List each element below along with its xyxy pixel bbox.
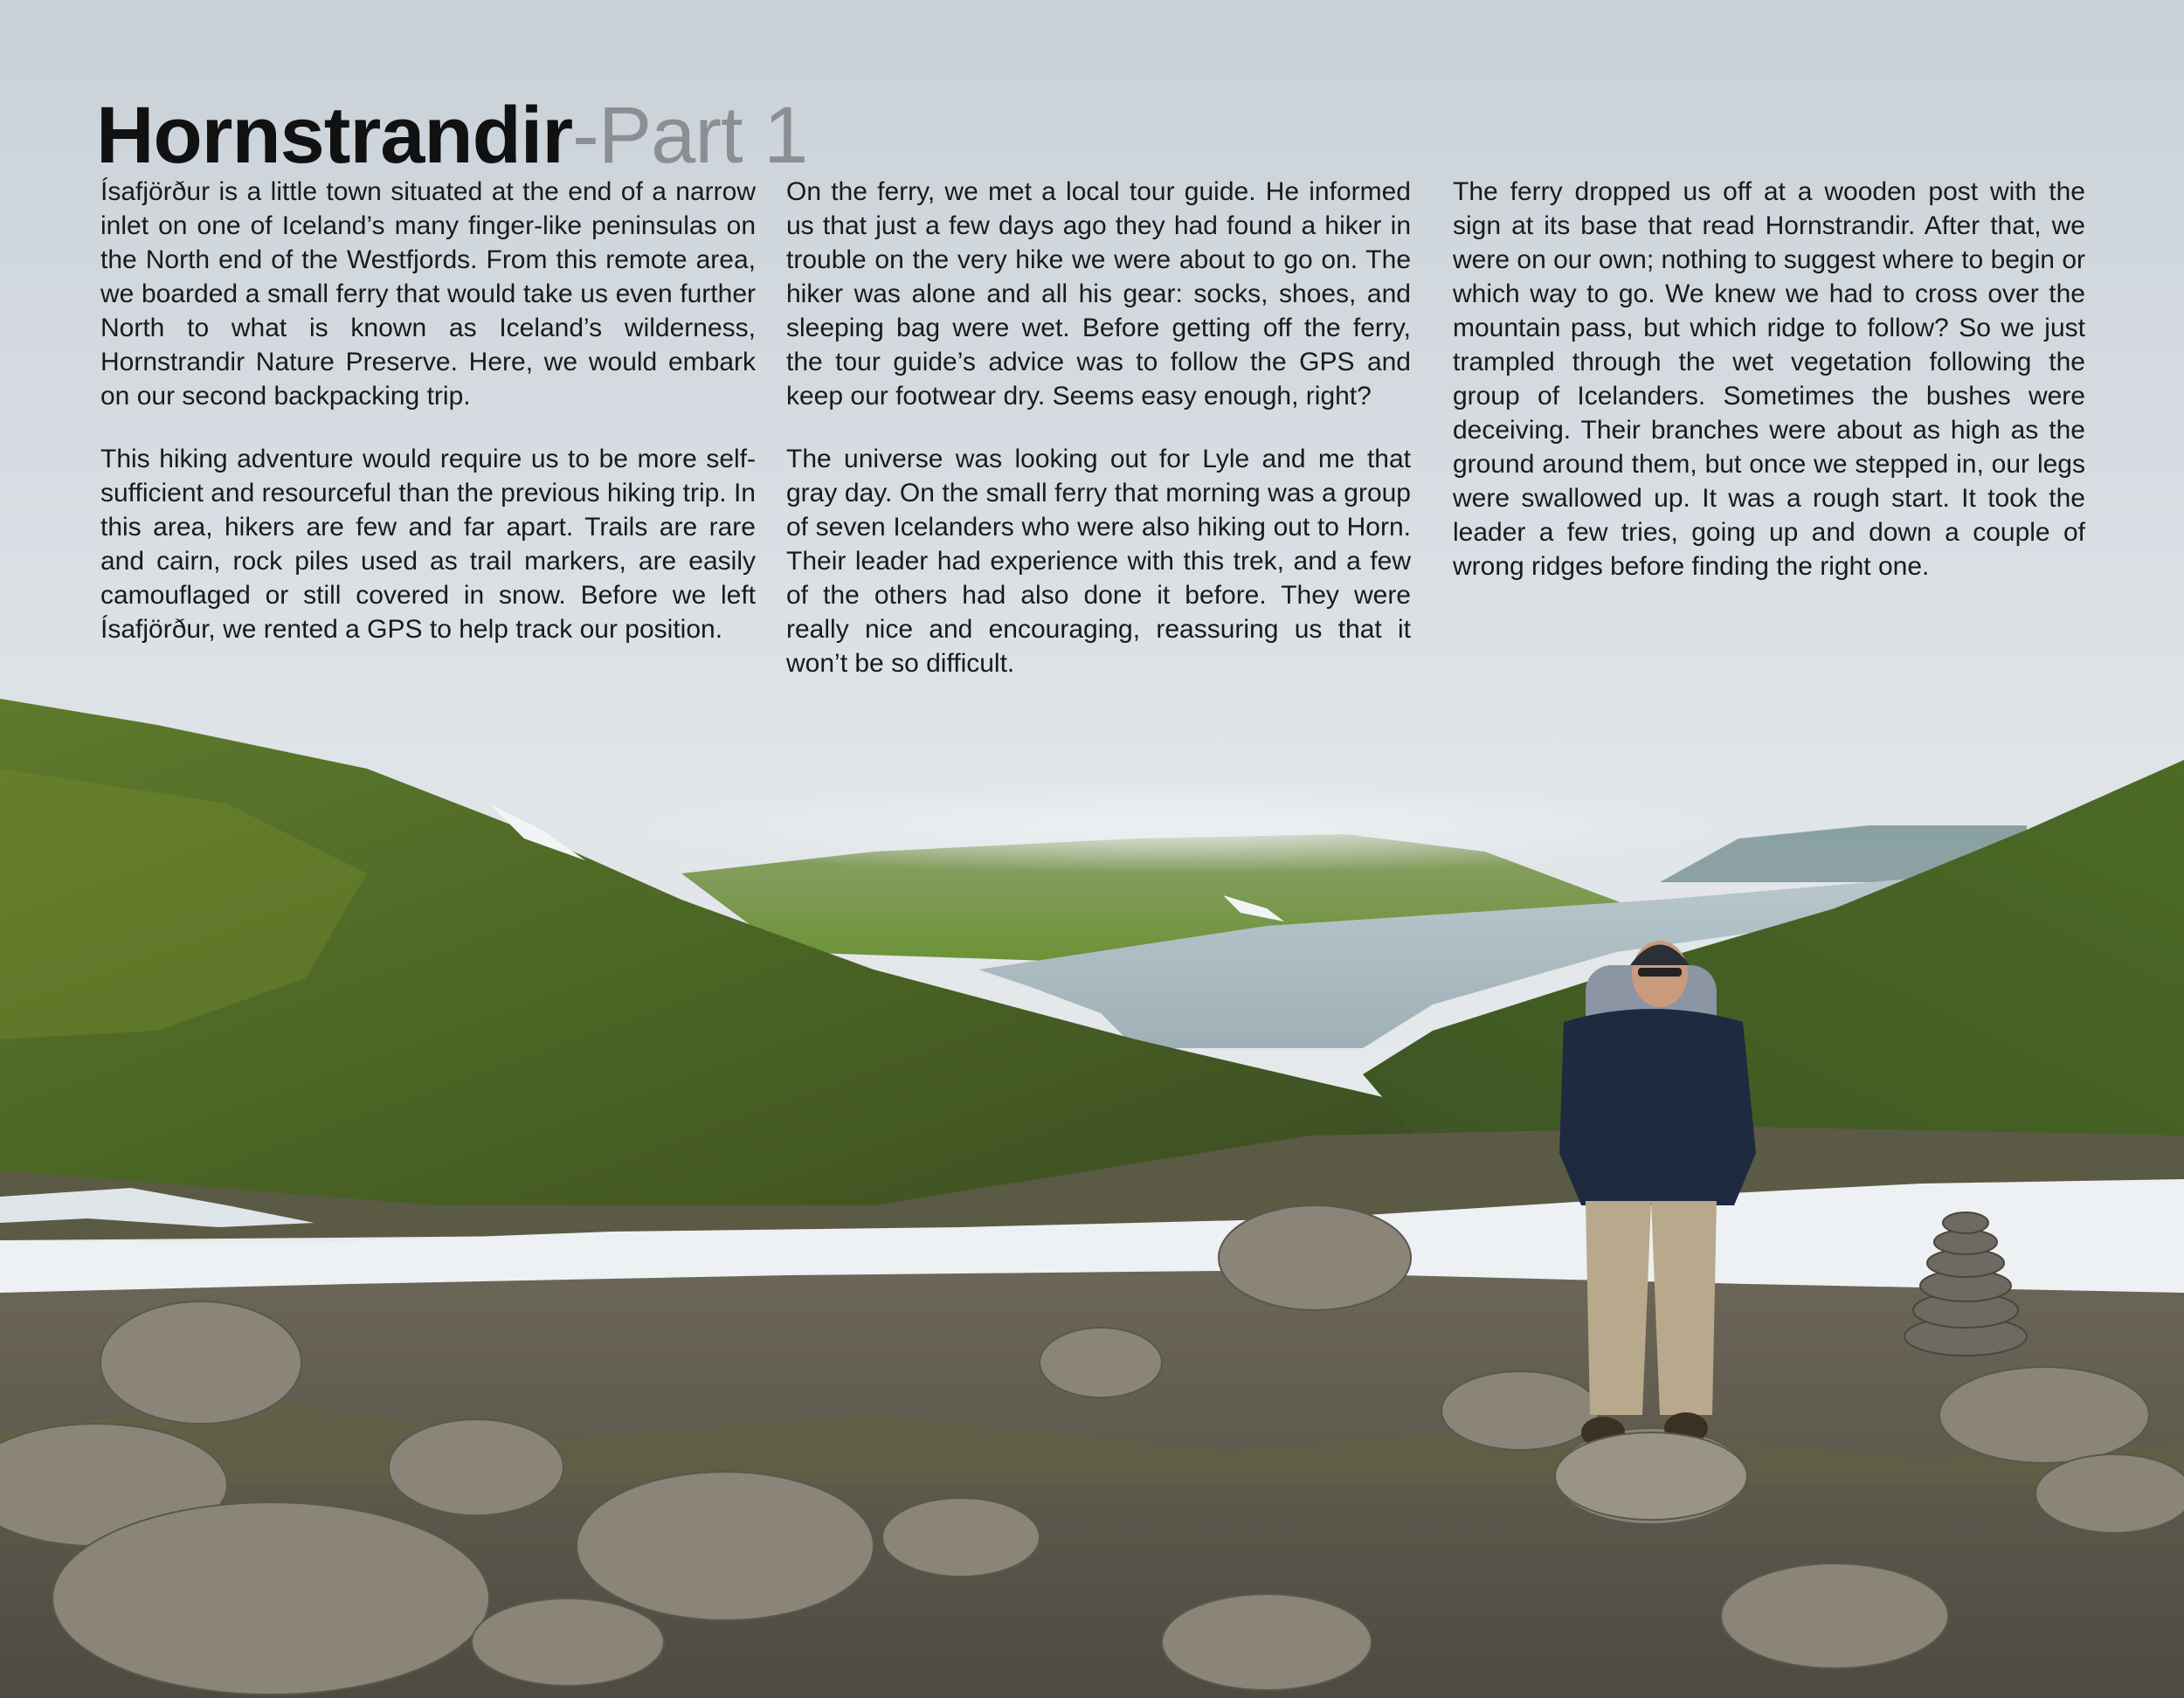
boulder — [1939, 1367, 2149, 1463]
text-column-3 — [1453, 175, 2085, 612]
paragraph: Ísafjörður is a little town situated at the end of a narrow inlet on one of Iceland’s many finger-like peninsulas on the North end of the Westfjords. From this remote area, we boarded a small ferry that would take us even further North to what is known as Iceland’s wilderness, Hornstrandir Nature Preserve. Here, we would embark on our second backpacking trip. — [100, 177, 756, 411]
page-title — [96, 87, 807, 183]
title-subtitle: Part 1 — [598, 91, 808, 180]
title-dash: - — [572, 91, 598, 180]
boulder — [1721, 1563, 1948, 1668]
pants-left — [1586, 1201, 1651, 1415]
boulder — [472, 1598, 664, 1686]
sunglasses — [1638, 968, 1682, 977]
boulder — [1219, 1205, 1411, 1310]
title-main: Hornstrandir — [96, 91, 573, 180]
paragraph: On the ferry, we met a local tour guide. He informed us that just a few days ago they had found a hiker in trouble on the very hike we were about to go on. The hiker was alone and all his gear: socks, shoes, and sleeping bag were wet. Before getting off the ferry, the tour guide’s advice was to follow the GPS and keep our footwear dry. Seems easy enough, right? — [786, 177, 1411, 411]
boulder — [100, 1301, 301, 1424]
boulder — [389, 1419, 563, 1515]
text-column-2 — [786, 175, 1411, 709]
jacket — [1559, 1009, 1756, 1205]
boulder — [2035, 1454, 2184, 1533]
boulder — [1441, 1371, 1599, 1450]
paragraph: The universe was looking out for Lyle and me that gray day. On the small ferry that morning was a group of seven Icelanders who were also hiking out to Horn. Their leader had experience with this trek, and a few of the others had also done it before. They were really nice and encouraging, reassuring us that it won’t be so difficult. — [786, 445, 1411, 678]
boulder — [577, 1472, 874, 1620]
boulder — [882, 1498, 1040, 1577]
pants-right — [1651, 1201, 1717, 1415]
paragraph: This hiking adventure would require us to be more self-sufficient and resourceful than the previous hiking trip. In this area, hikers are few and far apart. Trails are rare and cairn, rock piles used as trail markers, are easily camouflaged or still covered in snow. Before we left Ísafjörður, we rented a GPS to help track our position. — [100, 445, 756, 644]
fog-bank — [568, 777, 1791, 873]
text-column-1 — [100, 175, 756, 675]
paragraph: The ferry dropped us off at a wooden post with the sign at its base that read Hornstrandir. After that, we were on our own; nothing to suggest where to begin or which way to go. We knew we had to cross over the mountain pass, but which ridge to follow? So we just trampled through the wet vegetation following the group of Icelanders. Sometimes the bushes were deceiving. Their branches were about as high as the ground around them, but once we stepped in, our legs were swallowed up. It was a rough start. It took the leader a few tries, going up and down a couple of wrong ridges before finding the right one. — [1453, 177, 2085, 581]
boulder — [1040, 1328, 1162, 1398]
standing-rock — [1555, 1432, 1747, 1520]
boulder — [52, 1502, 489, 1695]
boulder — [1162, 1594, 1372, 1690]
